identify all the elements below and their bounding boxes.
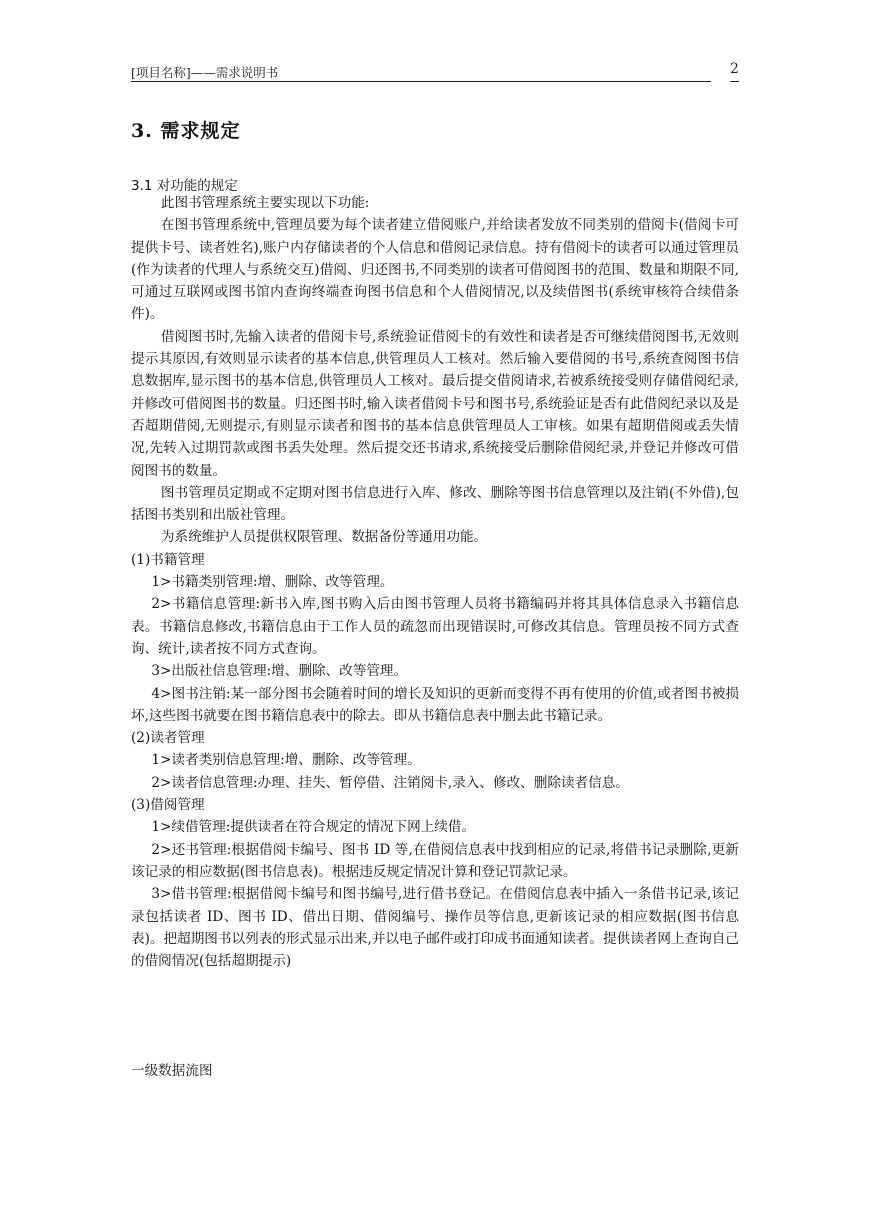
body-paragraph: 4>图书注销:某一部分图书会随着时间的增长及知识的更新而变得不再有使用的价值,或者图书被损坏,这些图书就要在图书籍信息表中的除去。即从书籍信息表中删去此书籍记录。 (131, 685, 739, 724)
body-paragraph: 在图书管理系统中,管理员要为每个读者建立借阅账户,并给读者发放不同类别的借阅卡(借阅卡可提供卡号、读者姓名),账户内存储读者的个人信息和借阅记录信息。持有借阅卡的读者可以通过管理员(作为读者的代理人与系统交互)借阅、归还图书,不同类别的读者可借阅图书的范围、数量和期限不同,可通过互联网或图书馆内查询终端查询图书信息和个人借阅情况,以及续借图书(系统审核符合续借条件)。 (131, 217, 739, 323)
running-header-title: [项目名称]——需求说明书 (131, 65, 279, 80)
header-rule (131, 81, 711, 82)
page-number-rule (730, 81, 739, 82)
subsection-heading: 3.1 对功能的规定 (131, 178, 238, 194)
body-paragraph: 3>出版社信息管理:增、删除、改等管理。 (151, 663, 408, 680)
body-paragraph: 1>续借管理:提供读者在符合规定的情况下网上续借。 (151, 819, 476, 836)
body-paragraph: 2>书籍信息管理:新书入库,图书购入后由图书管理人员将书籍编码并将其具体信息录入书籍信息表。书籍信息修改,书籍信息由于工作人员的疏忽而出现错误时,可修改其信息。管理员按不同方式查询、统计,读者按不同方式查询。 (131, 596, 739, 657)
body-paragraph: (2)读者管理 (131, 730, 205, 747)
section-heading: 3. 需求规定 (131, 120, 241, 142)
body-paragraph: (3)借阅管理 (131, 797, 205, 814)
body-paragraph: 2>读者信息管理:办理、挂失、暂停借、注销阅卡,录入、修改、删除读者信息。 (151, 774, 629, 791)
body-paragraph: 图书管理员定期或不定期对图书信息进行入库、修改、删除等图书信息管理以及注销(不外借),包括图书类别和出版社管理。 (131, 484, 739, 524)
data-flow-diagram-title: 一级数据流图 (131, 1063, 213, 1079)
body-content (131, 192, 739, 972)
body-paragraph: 2>还书管理:根据借阅卡编号、图书 ID 等,在借阅信息表中找到相应的记录,将借书记录删除,更新该记录的相应数据(图书信息表)。根据违反规定情况计算和登记罚款记录。 (131, 841, 739, 880)
page-number: 2 (730, 61, 739, 77)
body-paragraph: 1>读者类别信息管理:增、删除、改等管理。 (151, 752, 421, 769)
body-paragraph: 借阅图书时,先输入读者的借阅卡号,系统验证借阅卡的有效性和读者是否可继续借阅图书,无效则提示其原因,有效则显示读者的基本信息,供管理员人工核对。然后输入要借阅的书号,系统查阅图书信息数据库,显示图书的基本信息,供管理员人工核对。最后提交借阅请求,若被系统接受则存储借阅纪录,并修改可借阅图书的数量。归还图书时,输入读者借阅卡号和图书号,系统验证是否有此借阅纪录以及是否超期借阅,无则提示,有则显示读者和图书的基本信息供管理员人工审核。如果有超期借阅或丢失情况,先转入过期罚款或图书丢失处理。然后提交还书请求,系统接受后删除借阅纪录,并登记并修改可借阅图书的数量。 (131, 328, 739, 479)
body-paragraph: (1)书籍管理 (131, 551, 205, 568)
body-paragraph: 为系统维护人员提供权限管理、数据备份等通用功能。 (160, 529, 488, 546)
body-paragraph: 3>借书管理:根据借阅卡编号和图书编号,进行借书登记。在借阅信息表中插入一条借书记录,该记录包括读者 ID、图书 ID、借出日期、借阅编号、操作员等信息,更新该记录的相应数据(图书信息表)。把超期图书以列表的形式显示出来,并以电子邮件或打印成书面通知读者。提供读者网上查询自己的借阅情况(包括超期提示) (131, 886, 739, 970)
body-paragraph: 1>书籍类别管理:增、删除、改等管理。 (151, 574, 394, 591)
body-paragraph: 此图书管理系统主要实现以下功能: (160, 195, 370, 211)
